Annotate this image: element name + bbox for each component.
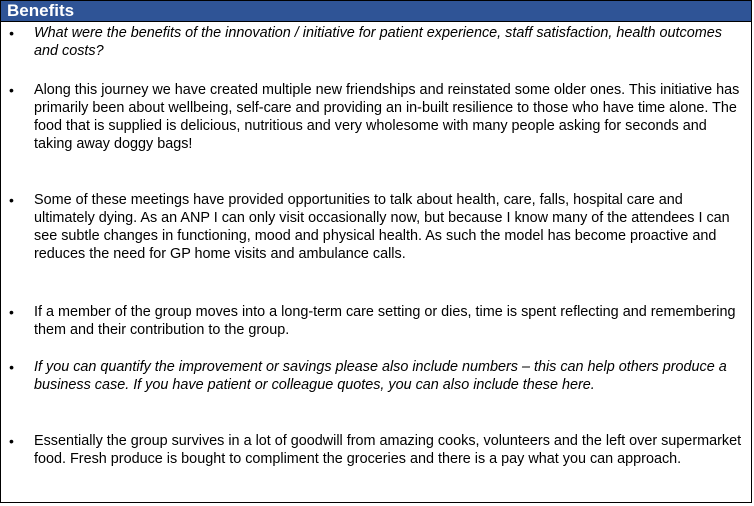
prompt-guidance-text: If you can quantify the improvement or savings please also include numbers – this can help others produce a business case. If you have patient or colleague quotes, you can also include these here.	[34, 359, 727, 393]
section-title: Benefits	[1, 1, 751, 22]
benefit-text: If a member of the group moves into a long-term care setting or dies, time is spent reflecting and remembering them and their contribution to the group.	[34, 304, 736, 338]
bullet: •	[9, 304, 14, 320]
bullet: •	[9, 359, 14, 375]
benefit-text: Essentially the group survives in a lot of goodwill from amazing cooks, volunteers and the left over supermarket food. Fresh produce is bought to compliment the groceries and there is a pay what you can approach.	[34, 433, 742, 467]
prompt-question-text: What were the benefits of the innovation / initiative for patient experience, staff satisfaction, health outcomes and costs?	[34, 25, 722, 59]
bullet: •	[9, 25, 14, 41]
bullet: •	[9, 433, 14, 449]
bullet: •	[9, 192, 14, 208]
benefit-text: Some of these meetings have provided opportunities to talk about health, care, falls, hospital care and ultimately dying. As an ANP I can only visit occasionally now, but because I know many of the attendees I can see subtle changes in functioning, mood and physical health. As such the model has become proactive and reduces the need for GP home visits and ambulance calls.	[34, 192, 730, 262]
bullet: •	[9, 82, 14, 98]
benefit-text: Along this journey we have created multiple new friendships and reinstated some older ones. This initiative has primarily been about wellbeing, self-care and providing an in-built resilience to those who have time alone. The food that is supplied is delicious, nutritious and very wholesome with many people asking for seconds and taking away doggy bags!	[34, 82, 740, 152]
